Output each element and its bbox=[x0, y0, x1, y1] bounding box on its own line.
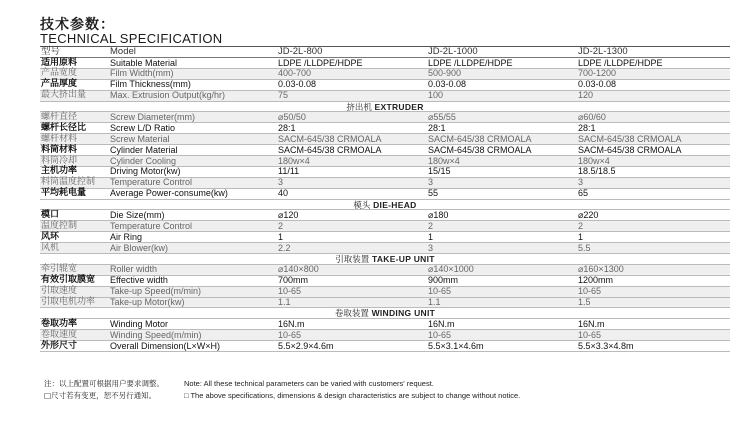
value-model-1: 2 bbox=[278, 220, 284, 231]
param-name-cn: 料筒材料 bbox=[41, 144, 78, 155]
section-header bbox=[40, 254, 730, 265]
param-name-cn: 螺杆材料 bbox=[41, 133, 78, 144]
spec-row bbox=[40, 134, 730, 145]
spec-table bbox=[40, 47, 730, 352]
value-model-3: 65 bbox=[578, 188, 589, 199]
value-model-1: LDPE /LLDPE/HDPE bbox=[278, 57, 363, 68]
value-model-2: 100 bbox=[428, 90, 444, 101]
param-name-cn: 产品宽度 bbox=[41, 68, 78, 79]
value-model-1: 40 bbox=[278, 188, 289, 199]
param-name-en: Temperature Control bbox=[110, 177, 193, 188]
spec-row bbox=[40, 319, 730, 330]
param-name-en: Cylinder Material bbox=[110, 144, 178, 155]
param-name-en: Average Power-consume(kw) bbox=[110, 188, 228, 199]
value-model-1: 1.1 bbox=[278, 297, 291, 308]
value-model-3: 5.5 bbox=[578, 242, 591, 253]
value-model-2: ⌀55/55 bbox=[428, 111, 456, 122]
param-name-en: Screw Material bbox=[110, 133, 170, 144]
param-name-cn: 卷取速度 bbox=[41, 329, 78, 340]
value-model-1: 5.5×2.9×4.6m bbox=[278, 340, 334, 351]
param-name-en: Air Ring bbox=[110, 231, 143, 242]
spec-row bbox=[40, 210, 730, 221]
value-model-2: 500-900 bbox=[428, 68, 462, 79]
param-name-en: Cylinder Cooling bbox=[110, 155, 177, 166]
value-model-2: 10-65 bbox=[428, 286, 452, 297]
spec-row bbox=[40, 167, 730, 178]
param-name-en: Film Width(mm) bbox=[110, 68, 174, 79]
value-model-1: 2.2 bbox=[278, 242, 291, 253]
value-model-3: 1.5 bbox=[578, 297, 591, 308]
param-name-cn: 有效引取膜宽 bbox=[41, 275, 96, 286]
value-model-1: ⌀50/50 bbox=[278, 111, 306, 122]
value-model-3: 28:1 bbox=[578, 122, 596, 133]
value-model-2: 10-65 bbox=[428, 329, 452, 340]
value-model-2: 16N.m bbox=[428, 318, 455, 329]
value-model-3: LDPE /LLDPE/HDPE bbox=[578, 57, 663, 68]
value-model-2: 5.5×3.1×4.6m bbox=[428, 340, 484, 351]
section-header bbox=[40, 308, 730, 319]
spec-row bbox=[40, 69, 730, 80]
value-model-3: 16N.m bbox=[578, 318, 605, 329]
param-name-en: Effective width bbox=[110, 275, 168, 286]
param-name-en: Winding Motor bbox=[110, 318, 169, 329]
param-name-cn: 适用原料 bbox=[41, 57, 78, 68]
param-name-cn: 卷取功率 bbox=[41, 318, 78, 329]
value-model-1: SACM-645/38 CRMOALA bbox=[278, 133, 382, 144]
section-header bbox=[40, 200, 730, 211]
value-model-2: 2 bbox=[428, 220, 434, 231]
section-title-cn: 卷取装置 bbox=[334, 309, 369, 320]
spec-row bbox=[40, 221, 730, 232]
value-model-1: 3 bbox=[278, 177, 284, 188]
value-model-2: 1.1 bbox=[428, 297, 441, 308]
note-en: □ The above specifications, dimensions & design characteristics are subject to change without notice. bbox=[184, 391, 521, 400]
spec-row bbox=[40, 58, 730, 69]
value-model-2: SACM-645/38 CRMOALA bbox=[428, 144, 532, 155]
spec-row bbox=[40, 178, 730, 189]
value-model-1: 0.03-0.08 bbox=[278, 79, 317, 90]
header-cn: 型号 bbox=[41, 45, 61, 57]
section-title-cn: 模头 bbox=[353, 200, 371, 211]
value-model-2: 900mm bbox=[428, 275, 459, 286]
header-en: Model bbox=[110, 45, 136, 57]
param-name-cn: 产品厚度 bbox=[41, 79, 78, 90]
param-name-en: Winding Speed(m/min) bbox=[110, 329, 202, 340]
value-model-1: 16N.m bbox=[278, 318, 305, 329]
value-model-2: ⌀180 bbox=[428, 209, 449, 220]
value-model-3: SACM-645/38 CRMOALA bbox=[578, 144, 682, 155]
title-english: TECHNICAL SPECIFICATION bbox=[40, 31, 223, 46]
param-name-cn: 模口 bbox=[41, 209, 60, 220]
spec-row bbox=[40, 156, 730, 167]
section-title-en: WINDING UNIT bbox=[371, 308, 436, 319]
param-name-en: Take-up Speed(m/min) bbox=[110, 286, 202, 297]
header-model-3: JD-2L-1300 bbox=[578, 45, 628, 57]
value-model-2: 180w×4 bbox=[428, 155, 460, 166]
value-model-1: ⌀120 bbox=[278, 209, 299, 220]
param-name-en: Overall Dimension(L×W×H) bbox=[110, 340, 221, 351]
header-model-2: JD-2L-1000 bbox=[428, 45, 478, 57]
section-title-en: EXTRUDER bbox=[374, 101, 424, 112]
spec-row bbox=[40, 298, 730, 309]
note-cn: 注：以上配置可根据用户要求调整。 bbox=[44, 379, 164, 388]
param-name-en: Max. Extrusion Output(kg/hr) bbox=[110, 90, 226, 101]
value-model-3: SACM-645/38 CRMOALA bbox=[578, 133, 682, 144]
param-name-cn: 螺杆直径 bbox=[41, 111, 78, 122]
spec-row bbox=[40, 145, 730, 156]
param-name-en: Film Thickness(mm) bbox=[110, 79, 191, 90]
spec-row bbox=[40, 276, 730, 287]
value-model-1: 700mm bbox=[278, 275, 309, 286]
spec-row bbox=[40, 243, 730, 254]
value-model-2: 28:1 bbox=[428, 122, 446, 133]
spec-row bbox=[40, 330, 730, 341]
spec-row bbox=[40, 123, 730, 134]
note-line bbox=[44, 378, 520, 390]
value-model-3: 700-1200 bbox=[578, 68, 617, 79]
spec-row bbox=[40, 341, 730, 352]
param-name-cn: 料筒温度控制 bbox=[41, 177, 96, 188]
spec-row bbox=[40, 287, 730, 298]
value-model-3: 18.5/18.5 bbox=[578, 166, 616, 177]
param-name-cn: 风环 bbox=[41, 231, 60, 242]
value-model-3: 1200mm bbox=[578, 275, 614, 286]
value-model-1: 10-65 bbox=[278, 286, 302, 297]
param-name-cn: 引取电机功率 bbox=[41, 297, 96, 308]
value-model-2: LDPE /LLDPE/HDPE bbox=[428, 57, 513, 68]
spec-row bbox=[40, 80, 730, 91]
param-name-cn: 螺杆长径比 bbox=[41, 122, 87, 133]
param-name-cn: 温度控制 bbox=[41, 220, 78, 231]
value-model-1: 28:1 bbox=[278, 122, 296, 133]
value-model-1: ⌀140×800 bbox=[278, 264, 319, 275]
param-name-cn: 平均耗电量 bbox=[41, 188, 87, 199]
section-header bbox=[40, 102, 730, 113]
value-model-3: 5.5×3.3×4.8m bbox=[578, 340, 634, 351]
value-model-1: 1 bbox=[278, 231, 284, 242]
spec-row bbox=[40, 112, 730, 123]
value-model-2: 55 bbox=[428, 188, 439, 199]
param-name-cn: 外形尺寸 bbox=[41, 340, 78, 351]
value-model-1: 400-700 bbox=[278, 68, 312, 79]
value-model-2: 1 bbox=[428, 231, 434, 242]
value-model-3: 10-65 bbox=[578, 286, 602, 297]
header-model-1: JD-2L-800 bbox=[278, 45, 323, 57]
param-name-cn: 料筒冷却 bbox=[41, 155, 78, 166]
value-model-3: ⌀160×1300 bbox=[578, 264, 624, 275]
value-model-3: ⌀220 bbox=[578, 209, 599, 220]
value-model-2: SACM-645/38 CRMOALA bbox=[428, 133, 532, 144]
value-model-2: ⌀140×1000 bbox=[428, 264, 474, 275]
value-model-3: 1 bbox=[578, 231, 584, 242]
section-title-en: DIE-HEAD bbox=[373, 199, 417, 210]
param-name-cn: 最大挤出量 bbox=[41, 90, 87, 101]
param-name-en: Screw L/D Ratio bbox=[110, 122, 176, 133]
param-name-cn: 主机功率 bbox=[41, 166, 78, 177]
table-header-row bbox=[40, 47, 730, 58]
param-name-en: Suitable Material bbox=[110, 57, 178, 68]
spec-row bbox=[40, 232, 730, 243]
value-model-3: 2 bbox=[578, 220, 584, 231]
section-title-en: TAKE-UP UNIT bbox=[371, 254, 435, 265]
param-name-cn: 风机 bbox=[41, 242, 60, 253]
value-model-2: 0.03-0.08 bbox=[428, 79, 467, 90]
value-model-3: 120 bbox=[578, 90, 594, 101]
param-name-cn: 牵引辊宽 bbox=[41, 264, 78, 275]
spec-row bbox=[40, 189, 730, 200]
value-model-3: 0.03-0.08 bbox=[578, 79, 617, 90]
param-name-en: Roller width bbox=[110, 264, 158, 275]
value-model-1: 11/11 bbox=[278, 166, 300, 177]
section-title-cn: 引取装置 bbox=[335, 255, 370, 266]
value-model-2: 3 bbox=[428, 242, 434, 253]
param-name-en: Air Blower(kw) bbox=[110, 242, 169, 253]
value-model-1: 10-65 bbox=[278, 329, 302, 340]
value-model-2: 15/15 bbox=[428, 166, 451, 177]
value-model-3: 3 bbox=[578, 177, 584, 188]
notes bbox=[44, 378, 520, 402]
note-cn: □尺寸若有变更，恕不另行通知。 bbox=[44, 391, 157, 400]
value-model-1: 75 bbox=[278, 90, 289, 101]
spec-row bbox=[40, 91, 730, 102]
spec-body bbox=[40, 58, 730, 352]
value-model-3: ⌀60/60 bbox=[578, 111, 606, 122]
value-model-1: SACM-645/38 CRMOALA bbox=[278, 144, 382, 155]
value-model-3: 180w×4 bbox=[578, 155, 610, 166]
param-name-en: Driving Motor(kw) bbox=[110, 166, 181, 177]
param-name-en: Screw Diameter(mm) bbox=[110, 111, 196, 122]
value-model-1: 180w×4 bbox=[278, 155, 310, 166]
note-en: Note: All these technical parameters can be varied with customers' request. bbox=[184, 379, 434, 388]
param-name-en: Temperature Control bbox=[110, 220, 193, 231]
param-name-cn: 引取速度 bbox=[41, 286, 78, 297]
note-line bbox=[44, 390, 520, 402]
value-model-3: 10-65 bbox=[578, 329, 602, 340]
section-title-cn: 挤出机 bbox=[346, 102, 372, 113]
spec-row bbox=[40, 265, 730, 276]
title-chinese: 技术参数： bbox=[40, 17, 115, 33]
param-name-en: Take-up Motor(kw) bbox=[110, 297, 185, 308]
value-model-2: 3 bbox=[428, 177, 434, 188]
param-name-en: Die Size(mm) bbox=[110, 209, 165, 220]
